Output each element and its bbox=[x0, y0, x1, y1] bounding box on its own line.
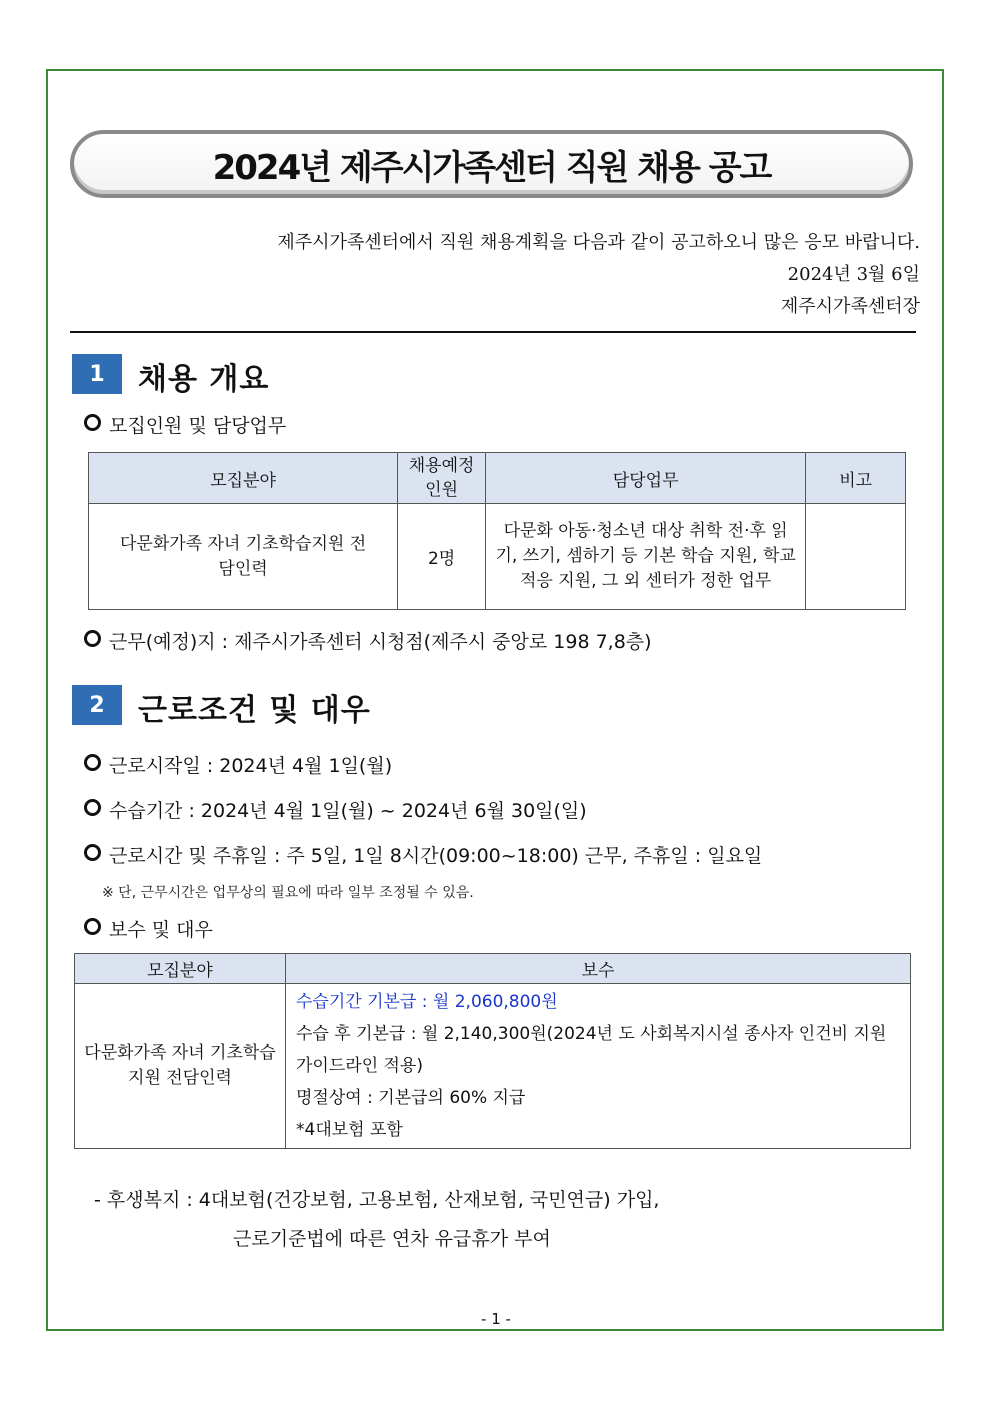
page-number: - 1 - bbox=[481, 1310, 511, 1328]
intro-text: 제주시가족센터에서 직원 채용계획을 다음과 같이 공고하오니 많은 응모 바랍니다. bbox=[277, 232, 920, 253]
cell-field: 다문화가족 자녀 기초학습지원 전담인력 bbox=[89, 504, 398, 610]
header-note: 비고 bbox=[806, 453, 906, 504]
header-field: 모집분야 bbox=[89, 453, 398, 504]
circle-bullet-icon bbox=[84, 754, 101, 771]
section2-number: 2 bbox=[72, 685, 122, 725]
cell-count: 2명 bbox=[398, 504, 486, 610]
circle-bullet-icon bbox=[84, 844, 101, 861]
header-pay: 보수 bbox=[286, 954, 911, 984]
cell-pay bbox=[286, 984, 911, 1149]
header-count: 채용예정 인원 bbox=[398, 453, 486, 504]
bullet-recruitment-text: 모집인원 및 담당업무 bbox=[109, 415, 287, 437]
welfare-line-1: - 후생복지 : 4대보험(건강보험, 고용보험, 산재보험, 국민연금) 가입, bbox=[94, 1189, 660, 1211]
pay-table bbox=[74, 953, 911, 1149]
pay-line-probation: 수습기간 기본급 : 월 2,060,800원 bbox=[296, 992, 558, 1012]
bullet-pay bbox=[84, 915, 213, 942]
recruitment-table bbox=[88, 452, 906, 610]
bullet-probation-text: 수습기간 : 2024년 4월 1일(월) ~ 2024년 6월 30일(일) bbox=[109, 800, 587, 822]
bullet-location-text: 근무(예정)지 : 제주시가족센터 시청점(제주시 중앙로 198 7,8층) bbox=[109, 631, 652, 653]
circle-bullet-icon bbox=[84, 414, 101, 431]
bullet-start-text: 근로시작일 : 2024년 4월 1일(월) bbox=[109, 755, 393, 777]
circle-bullet-icon bbox=[84, 918, 101, 935]
table-row bbox=[89, 504, 906, 610]
welfare-line-2: 근로기준법에 따른 연차 유급휴가 부여 bbox=[233, 1228, 551, 1250]
divider bbox=[70, 331, 916, 333]
section1-number: 1 bbox=[72, 354, 122, 394]
bullet-recruitment bbox=[84, 411, 286, 438]
title-banner bbox=[70, 130, 913, 198]
hours-note: ※ 단, 근무시간은 업무상의 필요에 따라 일부 조정될 수 있음. bbox=[102, 885, 474, 901]
section1-title: 채용 개요 bbox=[138, 362, 270, 397]
header-duty: 담당업무 bbox=[486, 453, 806, 504]
cell-note bbox=[806, 504, 906, 610]
bullet-pay-text: 보수 및 대우 bbox=[109, 919, 213, 941]
bullet-probation bbox=[84, 796, 587, 823]
bullet-hours bbox=[84, 841, 762, 868]
pay-line-regular: 수습 후 기본급 : 월 2,140,300원(2024년 도 사회복지시설 종사자 인건비 지원 가이드라인 적용) bbox=[296, 1024, 887, 1076]
cell-duty: 다문화 아동·청소년 대상 취학 전·후 읽기, 쓰기, 셈하기 등 기본 학습 지원, 학교 적응 지원, 그 외 센터가 정한 업무 bbox=[486, 504, 806, 610]
table-header-row bbox=[89, 453, 906, 504]
section2-title: 근로조건 및 대우 bbox=[138, 693, 371, 728]
pay-line-bonus: 명절상여 : 기본급의 60% 지급 bbox=[296, 1088, 526, 1108]
table-header-row bbox=[75, 954, 911, 984]
circle-bullet-icon bbox=[84, 630, 101, 647]
pay-line-insurance: *4대보험 포함 bbox=[296, 1120, 403, 1140]
bullet-location bbox=[84, 627, 652, 654]
table-row bbox=[75, 984, 911, 1149]
cell-field: 다문화가족 자녀 기초학습지원 전담인력 bbox=[75, 984, 286, 1149]
header-field: 모집분야 bbox=[75, 954, 286, 984]
bullet-start bbox=[84, 751, 392, 778]
notice-date: 2024년 3월 6일 bbox=[787, 264, 920, 285]
page-title: 2024년 제주시가족센터 직원 채용 공고 bbox=[212, 147, 771, 188]
bullet-hours-text: 근로시간 및 주휴일 : 주 5일, 1일 8시간(09:00~18:00) 근무, 주휴일 : 일요일 bbox=[109, 845, 763, 867]
circle-bullet-icon bbox=[84, 799, 101, 816]
notice-signer: 제주시가족센터장 bbox=[780, 296, 920, 317]
